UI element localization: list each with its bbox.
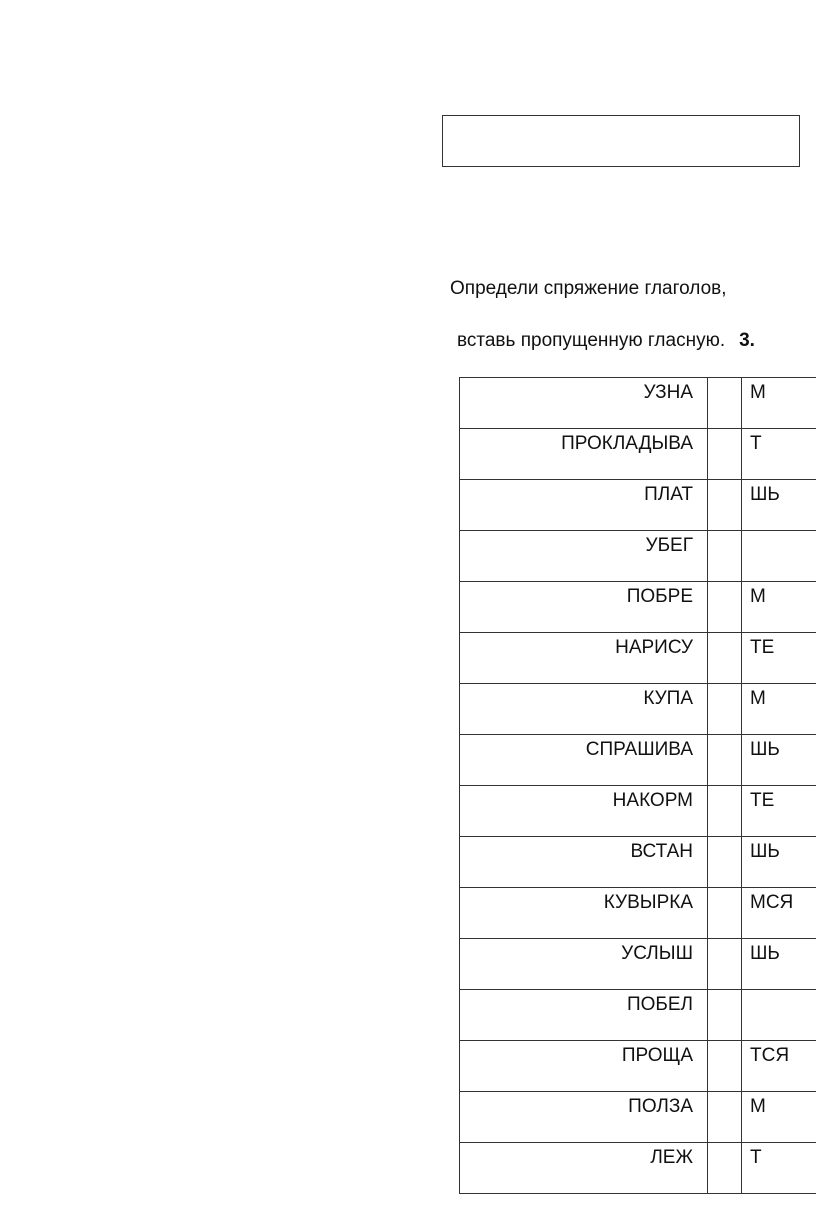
verb-row	[460, 990, 816, 1041]
missing-vowel-cell[interactable]	[708, 888, 742, 939]
verb-ending-cell: ТСЯ	[742, 1041, 816, 1092]
instruction-text-2: вставь пропущенную гласную.	[457, 330, 726, 351]
missing-vowel-cell[interactable]	[708, 429, 742, 480]
missing-vowel-cell[interactable]	[708, 990, 742, 1041]
verb-row	[460, 531, 816, 582]
verb-stem-cell: УЗНА	[460, 378, 708, 429]
missing-vowel-cell[interactable]	[708, 735, 742, 786]
verb-stem-cell: НАКОРМ	[460, 786, 708, 837]
verb-row	[460, 633, 816, 684]
verb-ending-cell: М	[742, 1092, 816, 1143]
verb-stem-cell: НАРИСУ	[460, 633, 708, 684]
verb-stem-cell: ПРОКЛАДЫВА	[460, 429, 708, 480]
verb-row	[460, 888, 816, 939]
verb-ending-cell: ШЬ	[742, 480, 816, 531]
verb-stem-cell: ПОБРЕ	[460, 582, 708, 633]
verb-row	[460, 582, 816, 633]
verb-row	[460, 837, 816, 888]
missing-vowel-cell[interactable]	[708, 480, 742, 531]
verb-stem-cell: УБЕГ	[460, 531, 708, 582]
verb-stem-cell: КУВЫРКА	[460, 888, 708, 939]
verb-stem-cell: ПОЛЗА	[460, 1092, 708, 1143]
verb-ending-cell: ШЬ	[742, 735, 816, 786]
instruction-line-1	[450, 278, 727, 300]
missing-vowel-cell[interactable]	[708, 939, 742, 990]
missing-vowel-cell[interactable]	[708, 1041, 742, 1092]
task-number: 3.	[739, 330, 755, 351]
missing-vowel-cell[interactable]	[708, 1143, 742, 1194]
verb-ending-cell: ШЬ	[742, 939, 816, 990]
verb-row	[460, 480, 816, 531]
verb-table-body	[460, 378, 816, 1194]
verb-stem-cell: УСЛЫШ	[460, 939, 708, 990]
verb-ending-cell: М	[742, 582, 816, 633]
verb-row	[460, 735, 816, 786]
verb-table	[459, 377, 816, 1194]
missing-vowel-cell[interactable]	[708, 633, 742, 684]
verb-row	[460, 378, 816, 429]
verb-ending-cell: ТЕ	[742, 786, 816, 837]
verb-ending-cell: ШЬ	[742, 837, 816, 888]
verb-ending-cell: МСЯ	[742, 888, 816, 939]
missing-vowel-cell[interactable]	[708, 1092, 742, 1143]
verb-stem-cell: ПОБЕЛ	[460, 990, 708, 1041]
verb-ending-cell: Т	[742, 429, 816, 480]
verb-ending-cell: Т	[742, 1143, 816, 1194]
verb-ending-cell	[742, 531, 816, 582]
verb-stem-cell: ПЛАТ	[460, 480, 708, 531]
verb-row	[460, 786, 816, 837]
verb-ending-cell: ТЕ	[742, 633, 816, 684]
verb-ending-cell	[742, 990, 816, 1041]
verb-row	[460, 684, 816, 735]
instruction-line-2	[457, 330, 755, 352]
missing-vowel-cell[interactable]	[708, 378, 742, 429]
missing-vowel-cell[interactable]	[708, 582, 742, 633]
missing-vowel-cell[interactable]	[708, 786, 742, 837]
verb-row	[460, 939, 816, 990]
verb-row	[460, 1092, 816, 1143]
verb-stem-cell: СПРАШИВА	[460, 735, 708, 786]
verb-stem-cell: КУПА	[460, 684, 708, 735]
verb-row	[460, 429, 816, 480]
verb-stem-cell: ПРОЩА	[460, 1041, 708, 1092]
missing-vowel-cell[interactable]	[708, 837, 742, 888]
verb-stem-cell: ЛЕЖ	[460, 1143, 708, 1194]
missing-vowel-cell[interactable]	[708, 531, 742, 582]
name-input-box[interactable]	[442, 115, 800, 167]
instruction-text-1: Определи спряжение глаголов,	[450, 278, 727, 299]
verb-row	[460, 1041, 816, 1092]
verb-ending-cell: М	[742, 684, 816, 735]
verb-ending-cell: М	[742, 378, 816, 429]
verb-stem-cell: ВСТАН	[460, 837, 708, 888]
missing-vowel-cell[interactable]	[708, 684, 742, 735]
verb-row	[460, 1143, 816, 1194]
